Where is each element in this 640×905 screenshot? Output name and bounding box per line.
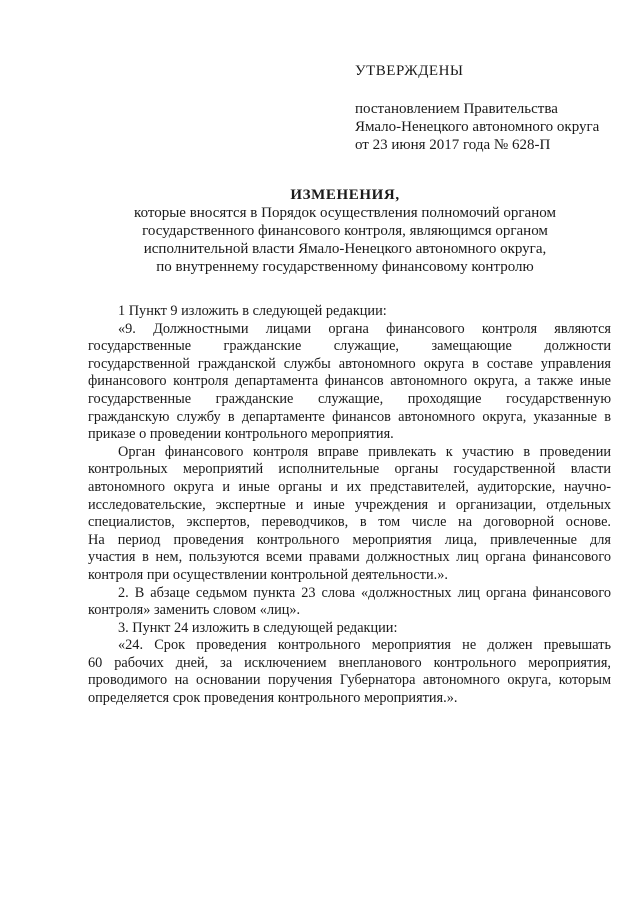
paragraph-item-2 xyxy=(88,585,611,620)
approval-title: УТВЕРЖДЕНЫ xyxy=(355,63,464,79)
body-line: определяется срок проведения контрольного мероприятия.». xyxy=(88,690,458,707)
paragraph-item-1 xyxy=(88,303,611,321)
paragraph-quote-9 xyxy=(88,321,611,444)
body-line: государственной гражданской службы автономного округа в составе управления xyxy=(88,355,611,372)
subtitle-line: по внутреннему государственному финансовому контролю xyxy=(156,259,534,275)
body-line: контроля при осуществлении контрольной деятельности.». xyxy=(88,566,448,583)
body-line: гражданскую службу в департаменте финансов автономного округа, указанные в xyxy=(88,408,611,425)
body-line: «9. Должностными лицами органа финансового контроля являются xyxy=(118,320,611,337)
body-line: На период проведения контрольного мероприятия лица, привлеченные для xyxy=(88,531,611,548)
body-line: «24. Срок проведения контрольного мероприятия не должен превышать xyxy=(118,637,611,654)
body-line: государственные гражданские служащие, проходящие государственную xyxy=(88,390,611,407)
body-line: 2. В абзаце седьмом пункта 23 слова «должностных лиц органа финансового xyxy=(118,584,611,601)
body-line: 3. Пункт 24 изложить в следующей редакции: xyxy=(118,619,398,636)
body-line: Орган финансового контроля вправе привлекать к участию в проведении xyxy=(118,443,611,460)
body-line: приказе о проведении контрольного мероприятия. xyxy=(88,426,394,443)
paragraph-organ xyxy=(88,444,611,585)
document-subtitle xyxy=(80,204,610,276)
body-line: государственные гражданские служащие, замещающие должности xyxy=(88,338,611,355)
document-title: ИЗМЕНЕНИЯ, xyxy=(290,187,400,203)
body-line: контроля» заменить словом «лиц». xyxy=(88,602,301,619)
approval-block xyxy=(355,100,625,154)
document-body xyxy=(88,303,611,708)
subtitle-line: исполнительной власти Ямало-Ненецкого автономного округа, xyxy=(143,241,547,257)
body-line: исследовательские, экспертные и иные учреждения и организации, отдельных xyxy=(88,496,611,513)
paragraph-quote-24 xyxy=(88,637,611,707)
subtitle-line: государственного финансового контроля, являющимся органом xyxy=(142,223,548,239)
body-line: финансового контроля департамента финансов автономного округа, а также иные xyxy=(88,373,611,390)
approval-line: постановлением Правительства xyxy=(355,101,558,117)
body-line: 60 рабочих дней, за исключением внепланового контрольного мероприятия, xyxy=(88,654,611,671)
body-line: проводимого на основании поручения Губернатора автономного округа, которым xyxy=(88,672,611,689)
approval-line: от 23 июня 2017 года № 628-П xyxy=(355,137,551,153)
body-line: контрольных мероприятий исполнительные органы государственной власти xyxy=(88,461,611,478)
body-line: специалистов, экспертов, переводчиков, в том числе на договорной основе. xyxy=(88,514,611,531)
paragraph-item-3 xyxy=(88,620,611,638)
approval-line: Ямало-Ненецкого автономного округа xyxy=(355,119,600,135)
body-line: участия в нем, пользуются всеми правами должностных лиц органа финансового xyxy=(88,549,611,566)
body-line: автономного округа и иные органы и их представителей, аудиторские, научно- xyxy=(88,478,611,495)
body-line: 1 Пункт 9 изложить в следующей редакции: xyxy=(118,303,387,319)
subtitle-line: которые вносятся в Порядок осуществления полномочий органом xyxy=(134,205,556,221)
